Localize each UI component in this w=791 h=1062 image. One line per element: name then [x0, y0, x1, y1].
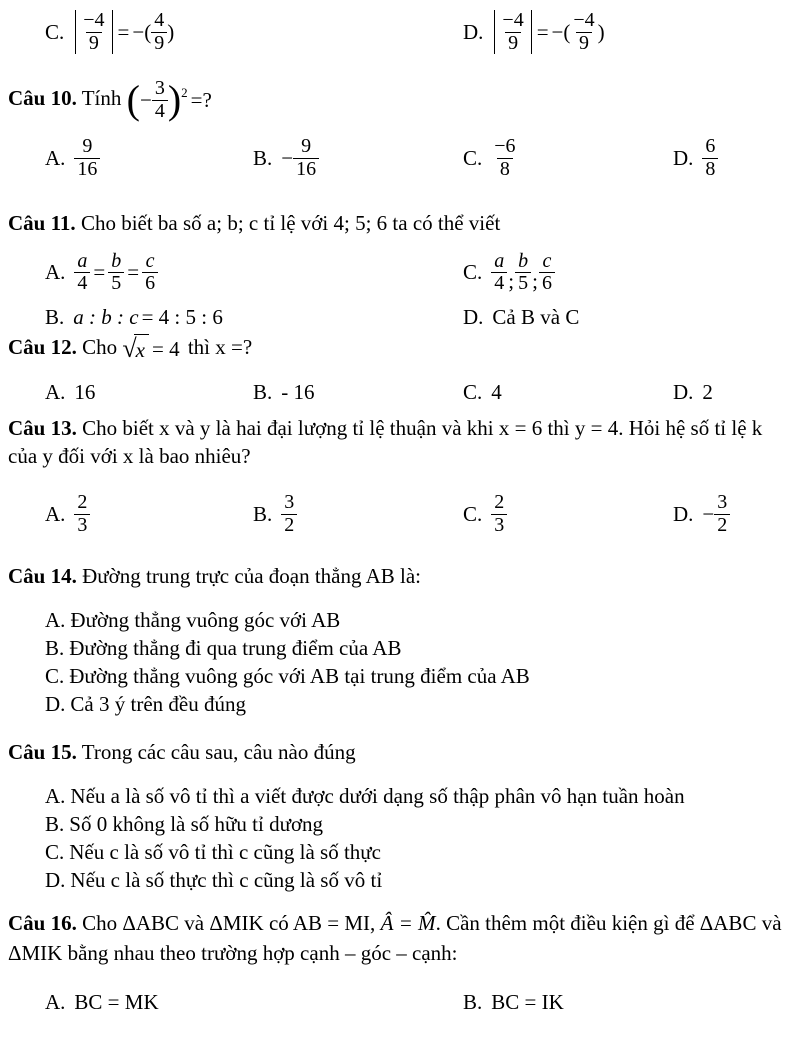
math-expression [122, 334, 182, 364]
option-label: A. [45, 145, 66, 170]
equals-ratio: = 4 : 5 : 6 [141, 304, 223, 329]
option-text: Đường thẳng vuông góc với AB [70, 608, 341, 633]
option-a [45, 136, 253, 180]
option-d [673, 378, 783, 406]
option-b [45, 303, 463, 331]
close-paren: ) [167, 19, 175, 44]
option-label: B. [253, 501, 273, 526]
option-c [8, 838, 783, 866]
option-label: A. [45, 608, 66, 633]
option-a [8, 606, 783, 634]
option-label: D. [45, 692, 66, 717]
math-variables: a : b : c [73, 304, 139, 329]
option-label: A. [45, 501, 66, 526]
option-label: D. [673, 379, 694, 404]
fraction [491, 136, 518, 180]
option-label: B. [45, 812, 65, 837]
fraction-numerator: 3 [284, 490, 295, 513]
option-text: - 16 [281, 379, 315, 404]
option-text: Đường thẳng vuông góc với AB tại trung điểm của AB [69, 664, 530, 689]
fraction [499, 10, 526, 54]
question-prompt: Cho ΔABC và ΔMIK có AB = MI, [82, 911, 376, 936]
fraction-denominator: 2 [714, 514, 730, 537]
fraction-denominator: 6 [539, 272, 555, 295]
fraction [142, 251, 158, 295]
question-number: Câu 12. [8, 334, 77, 359]
question-15-options [8, 782, 783, 894]
fraction [108, 251, 124, 295]
fraction-denominator: 9 [86, 32, 102, 55]
question-prompt: Đường trung trực của đoạn thẳng AB là: [82, 564, 421, 589]
option-text: Nếu c là số thực thì c cũng là số vô tỉ [70, 868, 383, 893]
fraction-numerator: a [77, 249, 88, 272]
option-label: B. [463, 990, 483, 1015]
option-d [8, 690, 783, 718]
question-13-options-row [8, 492, 783, 536]
option-label: B. [45, 304, 65, 329]
close-paren: ) [167, 77, 182, 123]
fraction-numerator: 9 [301, 135, 312, 158]
absolute-value-bars [494, 10, 531, 54]
semicolon: ; [508, 268, 515, 293]
fraction-denominator: 9 [576, 32, 592, 55]
option-label: C. [45, 664, 65, 689]
fraction [281, 492, 297, 536]
fraction-numerator: b [111, 249, 122, 272]
fraction-numerator: 4 [154, 9, 165, 31]
fraction [702, 136, 718, 180]
option-label: B. [45, 636, 65, 661]
question-number: Câu 15. [8, 740, 77, 765]
question-number: Câu 13. [8, 415, 77, 440]
open-paren: ( [126, 77, 140, 123]
question-15-heading [8, 738, 783, 766]
math-expression [491, 251, 555, 295]
question-11-options-row-2 [8, 303, 783, 331]
fraction-numerator: c [145, 249, 155, 272]
option-c [463, 378, 673, 406]
fraction-numerator: −4 [573, 9, 595, 31]
fraction-numerator: 9 [82, 135, 93, 158]
option-label: D. [463, 304, 484, 329]
option-text: 16 [74, 379, 96, 404]
minus-paren: −( [132, 19, 152, 44]
option-text: Nếu c là số vô tỉ thì c cũng là số thực [69, 840, 381, 865]
fraction-denominator: 4 [74, 272, 90, 295]
question-16-options-row [8, 988, 783, 1016]
fraction-denominator: 16 [293, 158, 319, 181]
absolute-value-bars [75, 10, 112, 54]
fraction-denominator: 9 [505, 32, 521, 55]
fraction-denominator: 5 [108, 272, 124, 295]
fraction-denominator: 4 [491, 272, 507, 295]
question-14-heading [8, 562, 783, 590]
question-prompt: Cho [82, 334, 118, 359]
fraction-denominator: 5 [515, 272, 531, 295]
equals-sign: = [93, 260, 106, 285]
option-a [45, 251, 463, 295]
radicand: x [134, 334, 149, 364]
fraction [74, 136, 100, 180]
option-label: C. [45, 840, 65, 865]
option-d [673, 492, 783, 536]
option-label: C. [463, 145, 483, 170]
option-text: Cả 3 ý trên đều đúng [70, 692, 246, 717]
option-label: D. [673, 145, 694, 170]
option-b [253, 492, 463, 536]
fraction [74, 492, 90, 536]
fraction-denominator: 9 [151, 32, 167, 55]
fraction-denominator: 8 [497, 158, 513, 181]
minus-paren: −( [551, 19, 571, 44]
equals-sign: = [117, 19, 130, 44]
option-d [463, 303, 783, 331]
option-c [45, 10, 463, 54]
option-b [8, 810, 783, 838]
option-a [45, 988, 463, 1016]
equals-sign: = [536, 19, 549, 44]
fraction [152, 78, 168, 122]
question-prompt: Trong các câu sau, câu nào đúng [81, 740, 356, 765]
equals-question: =? [190, 88, 212, 113]
question-11-heading [8, 209, 783, 237]
fraction-numerator: 2 [77, 490, 88, 513]
option-text: Cả B và C [492, 304, 580, 329]
math-expression [127, 78, 215, 122]
fraction-numerator: 3 [154, 77, 165, 100]
question-number: Câu 11. [8, 210, 76, 235]
equals-sign: = [127, 260, 140, 285]
question-number: Câu 16. [8, 911, 77, 936]
option-b [8, 634, 783, 662]
option-text: BC = MK [74, 990, 159, 1015]
option-label: A. [45, 990, 66, 1015]
fraction-numerator: a [494, 249, 505, 272]
fraction-numerator: 6 [705, 135, 716, 158]
fraction-denominator: 3 [74, 514, 90, 537]
minus-sign: − [281, 145, 294, 170]
fraction-denominator: 4 [152, 100, 168, 123]
question-prompt: Tính [81, 86, 122, 111]
fraction-denominator: 6 [142, 272, 158, 295]
fraction [151, 10, 167, 54]
option-label: C. [45, 19, 65, 44]
question-11-options-row-1 [8, 251, 783, 295]
fraction-denominator: 3 [491, 514, 507, 537]
option-d [673, 136, 783, 180]
option-label: D. [45, 868, 66, 893]
fraction [539, 251, 555, 295]
fraction [491, 251, 507, 295]
question-prompt-tail: thì x =? [187, 334, 253, 359]
fraction [570, 10, 597, 54]
fraction-denominator: 2 [281, 514, 297, 537]
math-expression [73, 10, 174, 54]
fraction [491, 492, 507, 536]
question-16-heading [8, 908, 783, 968]
option-label: A. [45, 379, 66, 404]
option-b [253, 136, 463, 180]
fraction-numerator: −4 [83, 9, 105, 31]
fraction-numerator: 3 [717, 490, 728, 513]
close-paren: ) [597, 19, 605, 44]
option-c [463, 136, 673, 180]
question-number: Câu 10. [8, 86, 77, 111]
option-text: 2 [702, 379, 713, 404]
prev-question-options-row [8, 10, 783, 54]
exponent: 2 [181, 85, 188, 101]
option-text: 4 [491, 379, 502, 404]
fraction-denominator: 8 [702, 158, 718, 181]
fraction-numerator: 2 [494, 490, 505, 513]
option-d [463, 10, 783, 54]
fraction [80, 10, 107, 54]
minus-sign: − [139, 88, 152, 113]
option-label: B. [253, 379, 273, 404]
question-prompt-tail: . Cần thêm một điều kiện gì để ΔABC và ΔMIK bằng nhau theo trường hợp cạnh – góc – cạnh: [8, 911, 782, 966]
option-d [8, 866, 783, 894]
option-label: A. [45, 260, 66, 285]
option-label: B. [253, 145, 273, 170]
option-c [463, 492, 673, 536]
semicolon: ; [532, 268, 538, 293]
equals-value: = 4 [151, 336, 180, 361]
question-14-options [8, 606, 783, 718]
option-text: Đường thẳng đi qua trung điểm của AB [69, 636, 402, 661]
option-label: D. [463, 19, 484, 44]
math-expression [492, 10, 604, 54]
option-label: C. [463, 260, 483, 285]
option-a [45, 378, 253, 406]
question-10-options-row [8, 136, 783, 180]
question-13-heading [8, 414, 783, 470]
question-10-heading [8, 78, 783, 122]
question-prompt: Cho biết x và y là hai đại lượng tỉ lệ thuận và khi x = 6 thì y = 4. Hỏi hệ số tỉ lệ k của y đối với x là bao nhiêu? [8, 415, 763, 468]
fraction [74, 251, 90, 295]
fraction [515, 251, 531, 295]
fraction-denominator: 16 [74, 158, 100, 181]
option-b [463, 988, 783, 1016]
math-expression [74, 251, 158, 295]
option-label: C. [463, 501, 483, 526]
question-number: Câu 14. [8, 564, 77, 589]
minus-sign: − [702, 501, 715, 526]
question-12-heading [8, 333, 783, 364]
option-a [45, 492, 253, 536]
fraction [714, 492, 730, 536]
radical-sign: √ [122, 333, 137, 363]
fraction-numerator: c [542, 249, 552, 272]
option-label: D. [673, 501, 694, 526]
option-label: A. [45, 784, 66, 809]
fraction-numerator: −4 [502, 9, 524, 31]
option-b [253, 378, 463, 406]
fraction [293, 136, 319, 180]
option-c [8, 662, 783, 690]
fraction-numerator: −6 [494, 135, 516, 158]
option-text: Nếu a là số vô tỉ thì a viết được dưới dạng số thập phân vô hạn tuần hoàn [70, 784, 685, 809]
fraction-numerator: b [518, 249, 529, 272]
option-a [8, 782, 783, 810]
question-prompt: Cho biết ba số a; b; c tỉ lệ với 4; 5; 6 ta có thể viết [80, 210, 501, 235]
question-12-options-row [8, 378, 783, 406]
angle-equality: Â = M̂ [375, 911, 436, 936]
option-text: Số 0 không là số hữu tỉ dương [69, 812, 324, 837]
option-label: C. [463, 379, 483, 404]
option-text: BC = IK [491, 990, 564, 1015]
option-c [463, 251, 783, 295]
